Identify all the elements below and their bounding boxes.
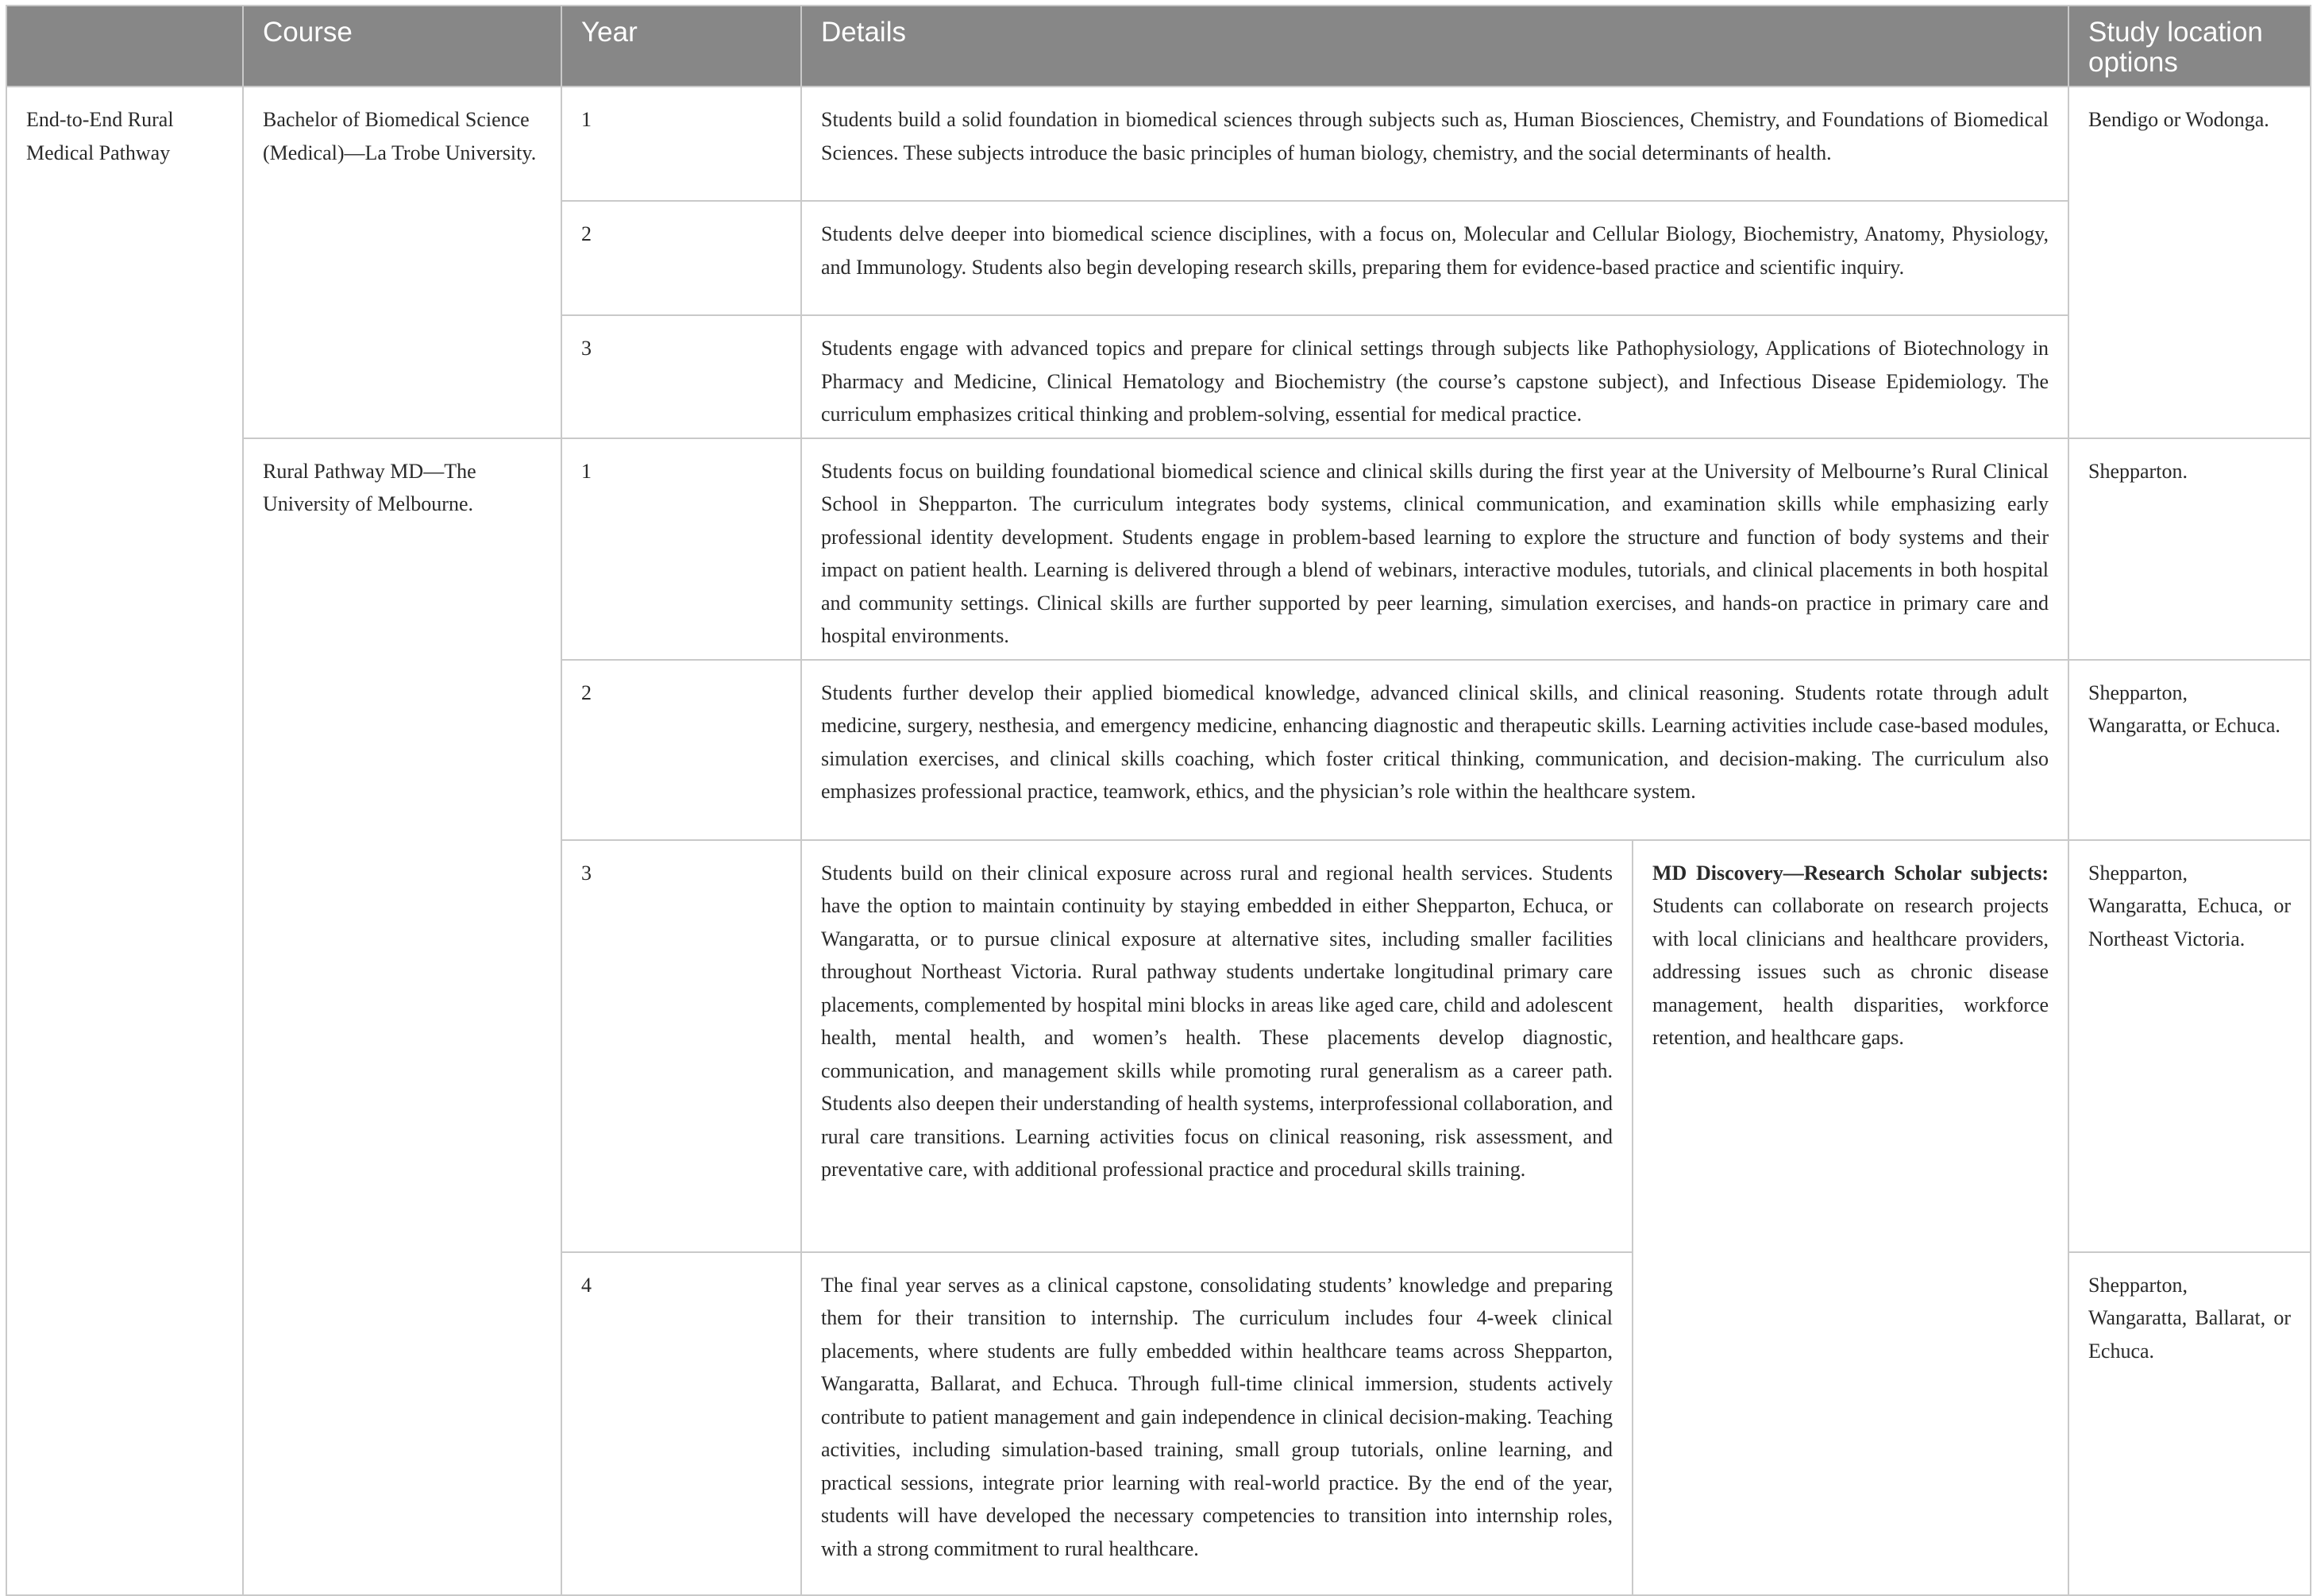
location-cell: Shepparton, Wangaratta, Echuca, or Northeast Victoria. <box>2068 840 2311 1252</box>
details-cell: The final year serves as a clinical capstone, consolidating students’ knowledge and preparing them for their transition to internship. The curriculum includes four 4-week clinical placements, where students are fully embedded within healthcare teams across Shepparton, Wangaratta, Ballarat, and Echuca. Through full-time clinical immersion, students actively contribute to patient management and gain independence in clinical decision-making. Teaching activities, including simulation-based training, small group tutorials, online learning, and practical sessions, integrate prior learning with real-world practice. By the end of the year, students will have developed the necessary competencies to transition into internship roles, with a strong commitment to rural healthcare. <box>801 1252 1633 1595</box>
details-cell: Students engage with advanced topics and prepare for clinical settings through subjects like Pathophysiology, Applications of Biotechnology in Pharmacy and Medicine, Clinical Hematology and Biochemistry (the course’s capstone subject), and Infectious Disease Epidemiology. The curriculum emphasizes critical thinking and problem-solving, essential for medical practice. <box>801 315 2068 438</box>
md-discovery-text: Students can collaborate on research projects with local clinicians and healthcare providers, addressing issues such as chronic disease management, health disparities, workforce retention, and healthcare gaps. <box>1652 894 2049 1049</box>
location-cell: Shepparton, Wangaratta, Ballarat, or Echuca. <box>2068 1252 2311 1595</box>
year-cell: 4 <box>561 1252 801 1595</box>
course-cell-md: Rural Pathway MD—The University of Melbourne. <box>243 438 561 1595</box>
year-cell: 1 <box>561 438 801 660</box>
header-location: Study location options <box>2068 6 2311 87</box>
year-cell: 2 <box>561 201 801 315</box>
header-blank <box>6 6 243 87</box>
year-cell: 2 <box>561 660 801 840</box>
table-row <box>6 438 2311 660</box>
year-cell: 3 <box>561 840 801 1252</box>
md-discovery-title: MD Discovery—Research Scholar subjects: <box>1652 861 2049 885</box>
details-cell: Students further develop their applied biomedical knowledge, advanced clinical skills, and clinical reasoning. Students rotate through adult medicine, surgery, nesthesia, and emergency medicine, enhancing diagnostic and therapeutic skills. Learning activities include case-based modules, simulation exercises, and clinical skills coaching, which foster critical thinking, communication, and decision-making. The curriculum also emphasizes professional practice, teamwork, ethics, and the physician’s role within the healthcare system. <box>801 660 2068 840</box>
header-row <box>6 6 2311 87</box>
program-cell: End-to-End Rural Medical Pathway <box>6 87 243 1595</box>
pathway-table <box>6 5 2311 1596</box>
md-discovery-cell <box>1633 840 2068 1595</box>
course-cell-bbms: Bachelor of Biomedical Science (Medical)—La Trobe University. <box>243 87 561 438</box>
location-cell: Shepparton, Wangaratta, or Echuca. <box>2068 660 2311 840</box>
header-course: Course <box>243 6 561 87</box>
year-cell: 3 <box>561 315 801 438</box>
location-cell: Shepparton. <box>2068 438 2311 660</box>
location-cell-bbms: Bendigo or Wodonga. <box>2068 87 2311 438</box>
details-cell: Students build on their clinical exposure across rural and regional health services. Students have the option to maintain continuity by staying embedded in either Shepparton, Echuca, or Wangaratta, or to pursue clinical exposure at alternative sites, including smaller facilities throughout Northeast Victoria. Rural pathway students undertake longitudinal primary care placements, complemented by hospital mini blocks in areas like aged care, child and adolescent health, mental health, and women’s health. These placements develop diagnostic, communication, and management skills while promoting rural generalism as a career path. Students also deepen their understanding of health systems, interprofessional collaboration, and rural care transitions. Learning activities focus on clinical reasoning, risk assessment, and preventative care, with additional professional practice and procedural skills training. <box>801 840 1633 1252</box>
year-cell: 1 <box>561 87 801 201</box>
header-details: Details <box>801 6 2068 87</box>
details-cell: Students delve deeper into biomedical science disciplines, with a focus on, Molecular and Cellular Biology, Biochemistry, Anatomy, Physiology, and Immunology. Students also begin developing research skills, preparing them for evidence-based practice and scientific inquiry. <box>801 201 2068 315</box>
details-cell: Students focus on building foundational biomedical science and clinical skills during the first year at the University of Melbourne’s Rural Clinical School in Shepparton. The curriculum integrates body systems, clinical communication, and examination skills while emphasizing early professional identity development. Students engage in problem-based learning to explore the structure and function of body systems and their impact on patient health. Learning is delivered through a blend of webinars, interactive modules, tutorials, and clinical placements in both hospital and community settings. Clinical skills are further supported by peer learning, simulation exercises, and hands-on practice in primary care and hospital environments. <box>801 438 2068 660</box>
details-cell: Students build a solid foundation in biomedical sciences through subjects such as, Human Biosciences, Chemistry, and Foundations of Biomedical Sciences. These subjects introduce the basic principles of human biology, chemistry, and the social determinants of health. <box>801 87 2068 201</box>
header-year: Year <box>561 6 801 87</box>
table-row <box>6 87 2311 201</box>
